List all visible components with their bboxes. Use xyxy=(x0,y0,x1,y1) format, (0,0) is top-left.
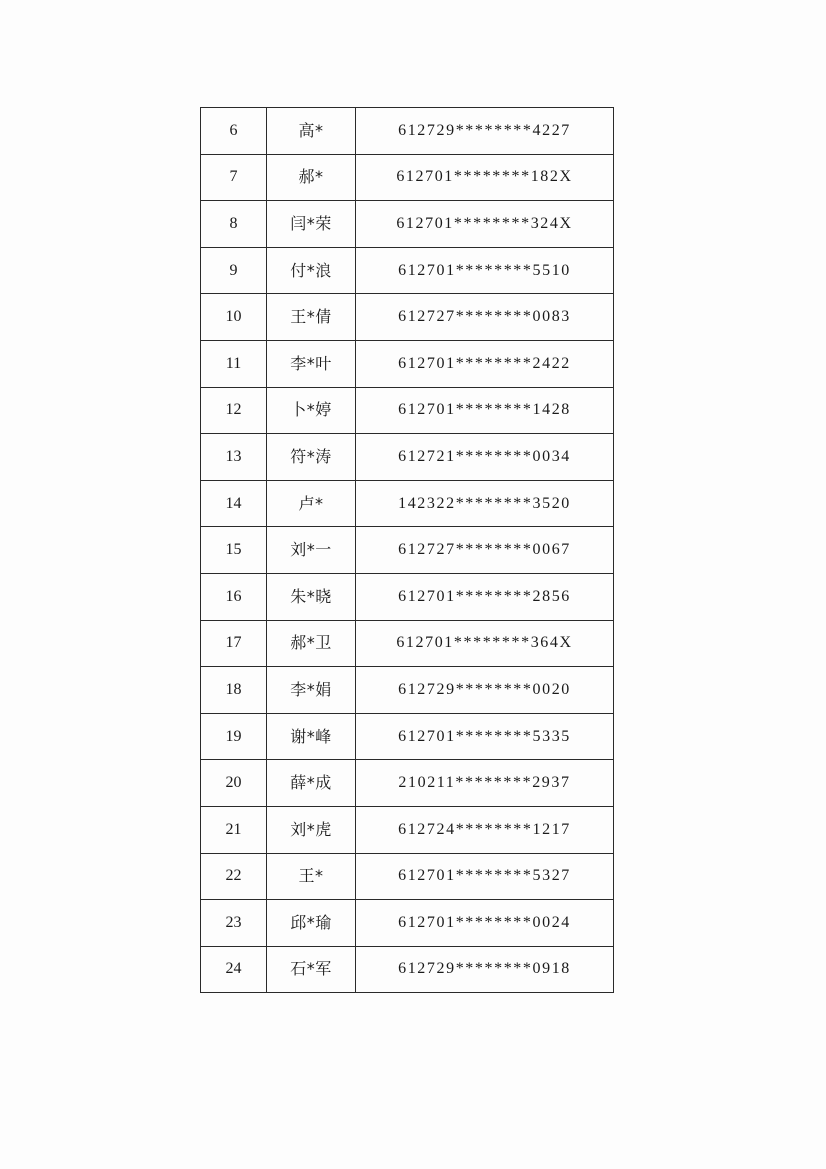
row-number: 23 xyxy=(201,900,267,947)
id-number: 612729********0020 xyxy=(356,667,614,714)
row-number: 9 xyxy=(201,247,267,294)
person-name: 闫*荣 xyxy=(267,201,356,248)
person-name: 卢* xyxy=(267,480,356,527)
table-row xyxy=(201,900,614,947)
row-number: 20 xyxy=(201,760,267,807)
person-name: 符*涛 xyxy=(267,434,356,481)
id-number: 612721********0034 xyxy=(356,434,614,481)
table-row xyxy=(201,667,614,714)
person-name: 朱*晓 xyxy=(267,573,356,620)
row-number: 16 xyxy=(201,573,267,620)
row-number: 12 xyxy=(201,387,267,434)
person-name: 谢*峰 xyxy=(267,713,356,760)
table-row xyxy=(201,201,614,248)
row-number: 21 xyxy=(201,806,267,853)
table-row xyxy=(201,480,614,527)
person-name: 卜*婷 xyxy=(267,387,356,434)
table-row xyxy=(201,340,614,387)
row-number: 6 xyxy=(201,108,267,155)
row-number: 14 xyxy=(201,480,267,527)
person-name: 王*倩 xyxy=(267,294,356,341)
id-number: 612729********0918 xyxy=(356,946,614,993)
table-row xyxy=(201,387,614,434)
table-row xyxy=(201,154,614,201)
id-number: 612727********0067 xyxy=(356,527,614,574)
id-number: 612701********5335 xyxy=(356,713,614,760)
id-number: 210211********2937 xyxy=(356,760,614,807)
table-row xyxy=(201,620,614,667)
table-row xyxy=(201,853,614,900)
table-row xyxy=(201,247,614,294)
id-number: 612701********2856 xyxy=(356,573,614,620)
row-number: 24 xyxy=(201,946,267,993)
id-number: 612701********5327 xyxy=(356,853,614,900)
row-number: 8 xyxy=(201,201,267,248)
person-name: 李*叶 xyxy=(267,340,356,387)
person-name: 邱*瑜 xyxy=(267,900,356,947)
table-row xyxy=(201,713,614,760)
table-row xyxy=(201,946,614,993)
roster-table xyxy=(200,107,614,993)
id-number: 142322********3520 xyxy=(356,480,614,527)
person-name: 石*军 xyxy=(267,946,356,993)
person-name: 李*娟 xyxy=(267,667,356,714)
person-name: 高* xyxy=(267,108,356,155)
row-number: 22 xyxy=(201,853,267,900)
person-name: 郝* xyxy=(267,154,356,201)
row-number: 18 xyxy=(201,667,267,714)
row-number: 11 xyxy=(201,340,267,387)
id-number: 612724********1217 xyxy=(356,806,614,853)
id-number: 612729********4227 xyxy=(356,108,614,155)
id-number: 612727********0083 xyxy=(356,294,614,341)
person-name: 郝*卫 xyxy=(267,620,356,667)
table-row xyxy=(201,294,614,341)
row-number: 17 xyxy=(201,620,267,667)
table-row xyxy=(201,806,614,853)
id-number: 612701********1428 xyxy=(356,387,614,434)
person-name: 王* xyxy=(267,853,356,900)
id-number: 612701********324X xyxy=(356,201,614,248)
table-row xyxy=(201,573,614,620)
row-number: 10 xyxy=(201,294,267,341)
table-row xyxy=(201,434,614,481)
id-number: 612701********2422 xyxy=(356,340,614,387)
table-row xyxy=(201,108,614,155)
person-name: 刘*一 xyxy=(267,527,356,574)
row-number: 15 xyxy=(201,527,267,574)
row-number: 13 xyxy=(201,434,267,481)
id-number: 612701********0024 xyxy=(356,900,614,947)
person-name: 付*浪 xyxy=(267,247,356,294)
id-number: 612701********182X xyxy=(356,154,614,201)
table-row xyxy=(201,527,614,574)
id-number: 612701********364X xyxy=(356,620,614,667)
row-number: 7 xyxy=(201,154,267,201)
row-number: 19 xyxy=(201,713,267,760)
person-name: 薛*成 xyxy=(267,760,356,807)
table-row xyxy=(201,760,614,807)
id-number: 612701********5510 xyxy=(356,247,614,294)
person-name: 刘*虎 xyxy=(267,806,356,853)
